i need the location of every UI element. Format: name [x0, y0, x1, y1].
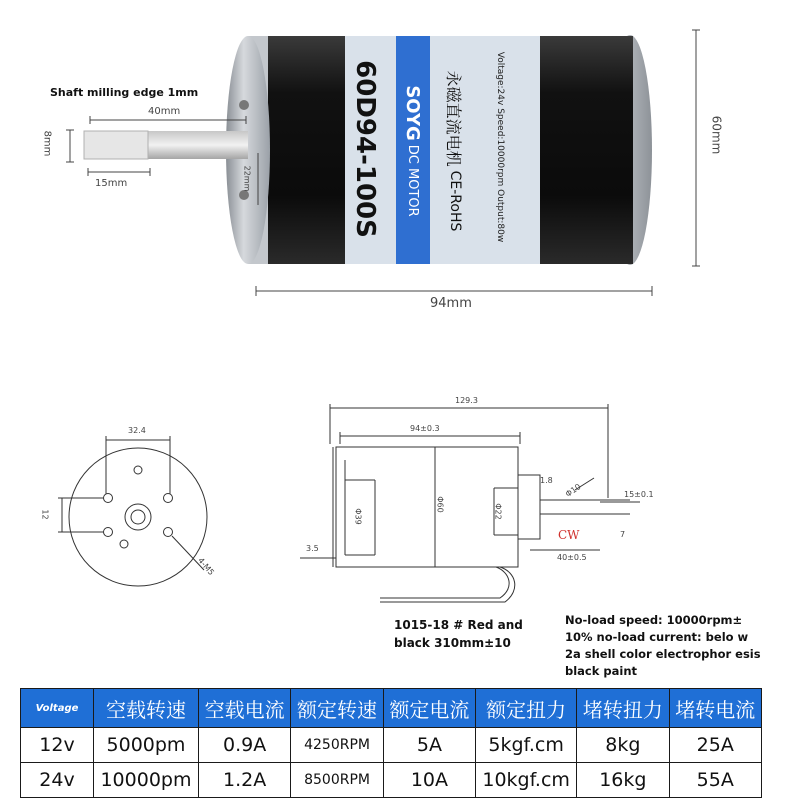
- cell-no-load-current: 1.2A: [198, 763, 290, 798]
- header-rated-speed: 额定转速: [291, 689, 383, 728]
- header-rated-current: 额定电流: [383, 689, 475, 728]
- cell-no-load-current: 0.9A: [198, 728, 290, 763]
- dim-shaft-length: 40mm: [148, 106, 181, 117]
- wire-note: 1015-18 # Red and black 310mm±10: [394, 618, 523, 650]
- header-stall-current: 堵转电流: [669, 689, 761, 728]
- dim-edge: 3.5: [306, 544, 319, 553]
- cell-rated-speed: 8500RPM: [291, 763, 383, 798]
- cell-voltage: 24v: [21, 763, 94, 798]
- dim-length: 94mm: [430, 296, 472, 311]
- dim-small: 7: [620, 530, 626, 539]
- front-dim-top: 32.4: [128, 426, 146, 435]
- front-dim-hole: 4-M5: [196, 555, 216, 578]
- side-view-body: [336, 447, 518, 567]
- cell-stall-torque: 16kg: [577, 763, 669, 798]
- cell-rated-current: 5A: [383, 728, 475, 763]
- dia-boss: Φ22: [493, 503, 503, 520]
- cell-no-load-speed: 10000pm: [94, 763, 199, 798]
- front-view-outline: [69, 448, 207, 586]
- dim-boss: 22mm: [242, 165, 252, 192]
- dia-body: Φ60: [435, 496, 445, 513]
- shaft-note: Shaft milling edge 1mm: [50, 86, 199, 99]
- motor-photo: [0, 0, 800, 340]
- dia-shaft: Φ10: [563, 482, 583, 499]
- label-model: 60D94-100S: [350, 60, 380, 238]
- table-header-row: [21, 689, 762, 728]
- cell-voltage: 12v: [21, 728, 94, 763]
- label-specs: Voltage:24v Speed:10000rpm Output:80w: [495, 51, 505, 243]
- header-no-load-current: 空载电流: [198, 689, 290, 728]
- header-voltage: Voltage: [21, 689, 94, 728]
- front-dim-side: 12: [40, 509, 50, 520]
- header-no-load-speed: 空载转速: [94, 689, 199, 728]
- specs-note: No-load speed: 10000rpm± 10% no-load current: belo w 2a shell color electrophor esis black paint: [565, 613, 761, 678]
- cell-rated-current: 10A: [383, 763, 475, 798]
- header-stall-torque: 堵转扭力: [577, 689, 669, 728]
- cell-stall-current: 25A: [669, 728, 761, 763]
- table-row: [21, 728, 762, 763]
- cell-rated-torque: 5kgf.cm: [476, 728, 577, 763]
- cell-rated-torque: 10kgf.cm: [476, 763, 577, 798]
- dim-flat-length: 15mm: [95, 178, 128, 189]
- table-row: [21, 763, 762, 798]
- label-cert: CE-RoHS: [447, 170, 463, 232]
- label-type: DC MOTOR: [405, 144, 421, 217]
- label-brand: SOYG: [402, 85, 424, 141]
- shaft-total: 40±0.5: [557, 553, 587, 562]
- technical-drawing: [0, 390, 800, 680]
- rotation-label: CW: [558, 528, 580, 542]
- cell-rated-speed: 4250RPM: [291, 728, 383, 763]
- dia-inner: Φ39: [353, 508, 363, 525]
- dim-height: 60mm: [709, 115, 724, 155]
- total-length: 129.3: [455, 396, 478, 405]
- cell-stall-torque: 8kg: [577, 728, 669, 763]
- specs-table: [20, 688, 762, 798]
- dim-flat: 1.8: [540, 476, 553, 485]
- cell-stall-current: 55A: [669, 763, 761, 798]
- body-length: 94±0.3: [410, 424, 440, 433]
- label-cn: 永磁直流电机: [444, 70, 464, 167]
- dim-flat-width: 8mm: [41, 130, 53, 157]
- header-rated-torque: 额定扭力: [476, 689, 577, 728]
- cell-no-load-speed: 5000pm: [94, 728, 199, 763]
- shaft-length: 15±0.1: [624, 490, 654, 499]
